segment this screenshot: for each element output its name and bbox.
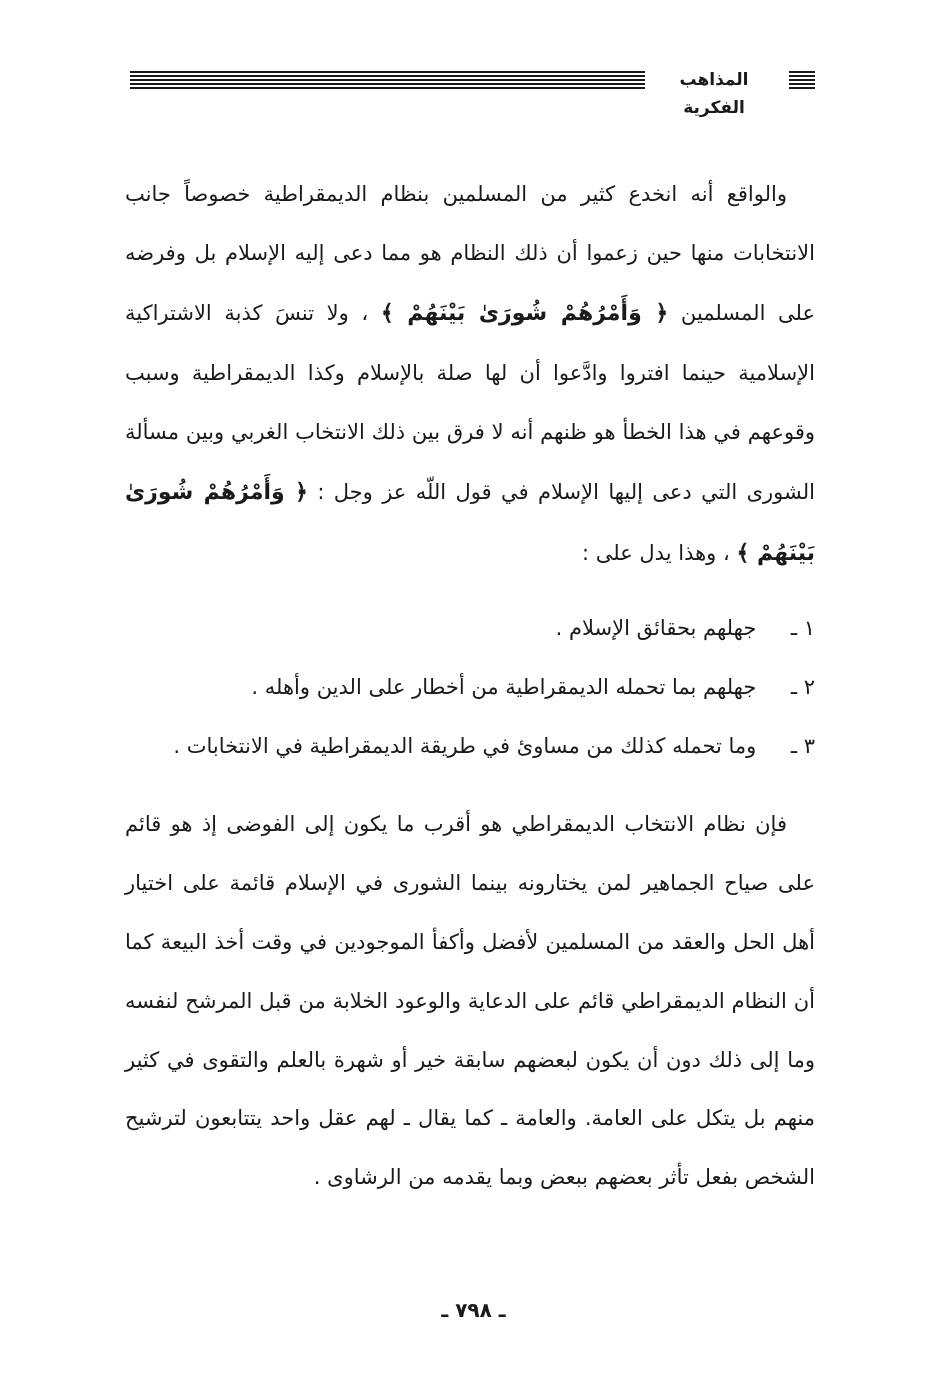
list-item-number: ٢ ـ [790, 674, 815, 699]
list-item-number: ١ ـ [790, 615, 815, 640]
list-item-text: وما تحمله كذلك من مساوئ في طريقة الديمقراطية في الانتخابات . [173, 733, 757, 758]
list-item-text: جهلهم بما تحمله الديمقراطية من أخطار على الدين وأهله . [251, 674, 757, 699]
paragraph-intro-part3: ، وهذا يدل على : [582, 541, 730, 566]
paragraph-intro [125, 165, 815, 585]
header-rule-right [789, 71, 815, 93]
list-item [125, 599, 815, 658]
quran-verse-1: ﴿ وَأَمْرُهُمْ شُورَىٰ بَيْنَهُمْ ﴾ [380, 300, 669, 326]
quran-verse-2: ﴿ وَأَمْرُهُمْ شُورَىٰ بَيْنَهُمْ ﴾ [125, 479, 815, 567]
list-item-number: ٣ ـ [790, 733, 815, 758]
paragraph-conclusion: فإن نظام الانتخاب الديمقراطي هو أقرب ما يكون إلى الفوضى إذ هو قائم على صياح الجماهير لمن يختارونه بينما الشورى في الإسلام قائمة على اختيار أهل الحل والعقد من المسلمين لأفضل وأكفأ الموجودين في وقت أخذ البيعة كما أن النظام الديمقراطي قائم على الدعاية والوعود الخلابة من قبل المرشح لنفسه وما إلى ذلك دون أن يكون لبعضهم سابقة خير أو شهرة بالعلم والتقوى في كثير منهم بل يتكل على العامة. والعامة ـ كما يقال ـ لهم عقل واحد يتتابعون لترشيح الشخص بفعل تأثر بعضهم ببعض وبما يقدمه من الرشاوى . [125, 812, 815, 1190]
page-number: ـ ٧٩٨ ـ [441, 1298, 506, 1322]
header-rule-left [130, 71, 645, 93]
paragraph-intro-part1: والواقع أنه انخدع كثير من المسلمين بنظام الديمقراطية خصوصاً جانب الانتخابات منها حين زعموا أن ذلك النظام هو مما دعى إليه الإسلام بل وفرضه على المسلمين [125, 182, 816, 325]
running-head [130, 64, 815, 118]
header-title: المذاهب الفكرية [679, 70, 749, 118]
paragraph-intro-part2: ، ولا تنسَ كذبة الاشتراكية الإسلامية حينما افتروا وادَّعوا أن لها صلة بالإسلام وكذا الديمقراطية وسبب وقوعهم في هذا الخطأ هو ظنهم أنه لا فرق بين ذلك الانتخاب الغربي وبين مسألة الشورى التي دعى إليها الإسلام في قول اللّه عز وجل : [125, 300, 815, 504]
reasons-list [125, 599, 815, 775]
list-item [125, 658, 815, 717]
list-item-text: جهلهم بحقائق الإسلام . [555, 615, 757, 640]
list-item [125, 717, 815, 776]
body-text [125, 165, 815, 1207]
